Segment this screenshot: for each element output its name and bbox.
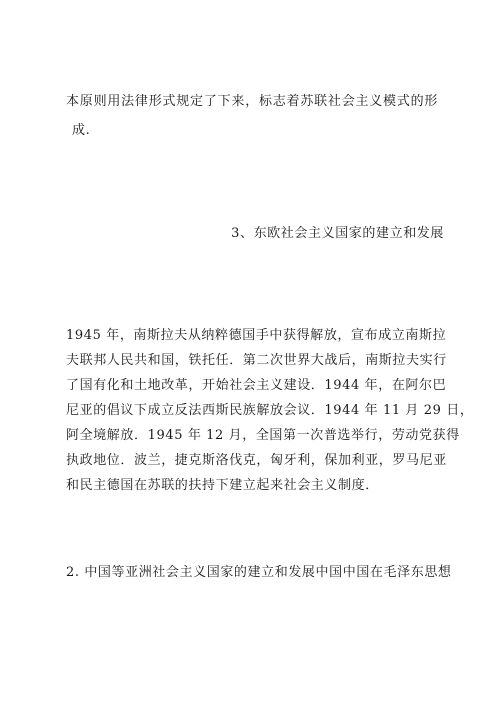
section-heading: 3、东欧社会主义国家的建立和发展: [231, 226, 444, 241]
paragraph-2-line-6: 执政地位．波兰，捷克斯洛伐克，匈牙利，保加利亚，罗马尼亚: [66, 453, 447, 468]
paragraph-2-line-7: 和民主德国在苏联的扶持下建立起来社会主义制度．: [66, 478, 379, 493]
paragraph-2-line-5: 阿全境解放．1945 年 12 月，全国第一次普选举行，劳动党获得: [66, 428, 460, 443]
paragraph-3-line-1: 2. 中国等亚洲社会主义国家的建立和发展中国中国在毛泽东思想: [66, 565, 452, 580]
paragraph-1-line-2: 成.: [72, 123, 91, 138]
paragraph-2-line-3: 了国有化和土地改革，开始社会主义建设．1944 年，在阿尔巴: [66, 378, 447, 393]
paragraph-2-line-4: 尼亚的倡议下成立反法西斯民族解放会议．1944 年 11 月 29 日，: [66, 403, 474, 418]
paragraph-2-line-2: 夫联邦人民共和国，铁托任．第二次世界大战后，南斯拉夫实行: [66, 353, 447, 368]
paragraph-1-line-1: 本原则用法律形式规定了下来，标志着苏联社会主义模式的形: [66, 94, 438, 109]
paragraph-2-line-1: 1945 年，南斯拉夫从纳粹德国手中获得解放，宣布成立南斯拉: [66, 328, 447, 343]
